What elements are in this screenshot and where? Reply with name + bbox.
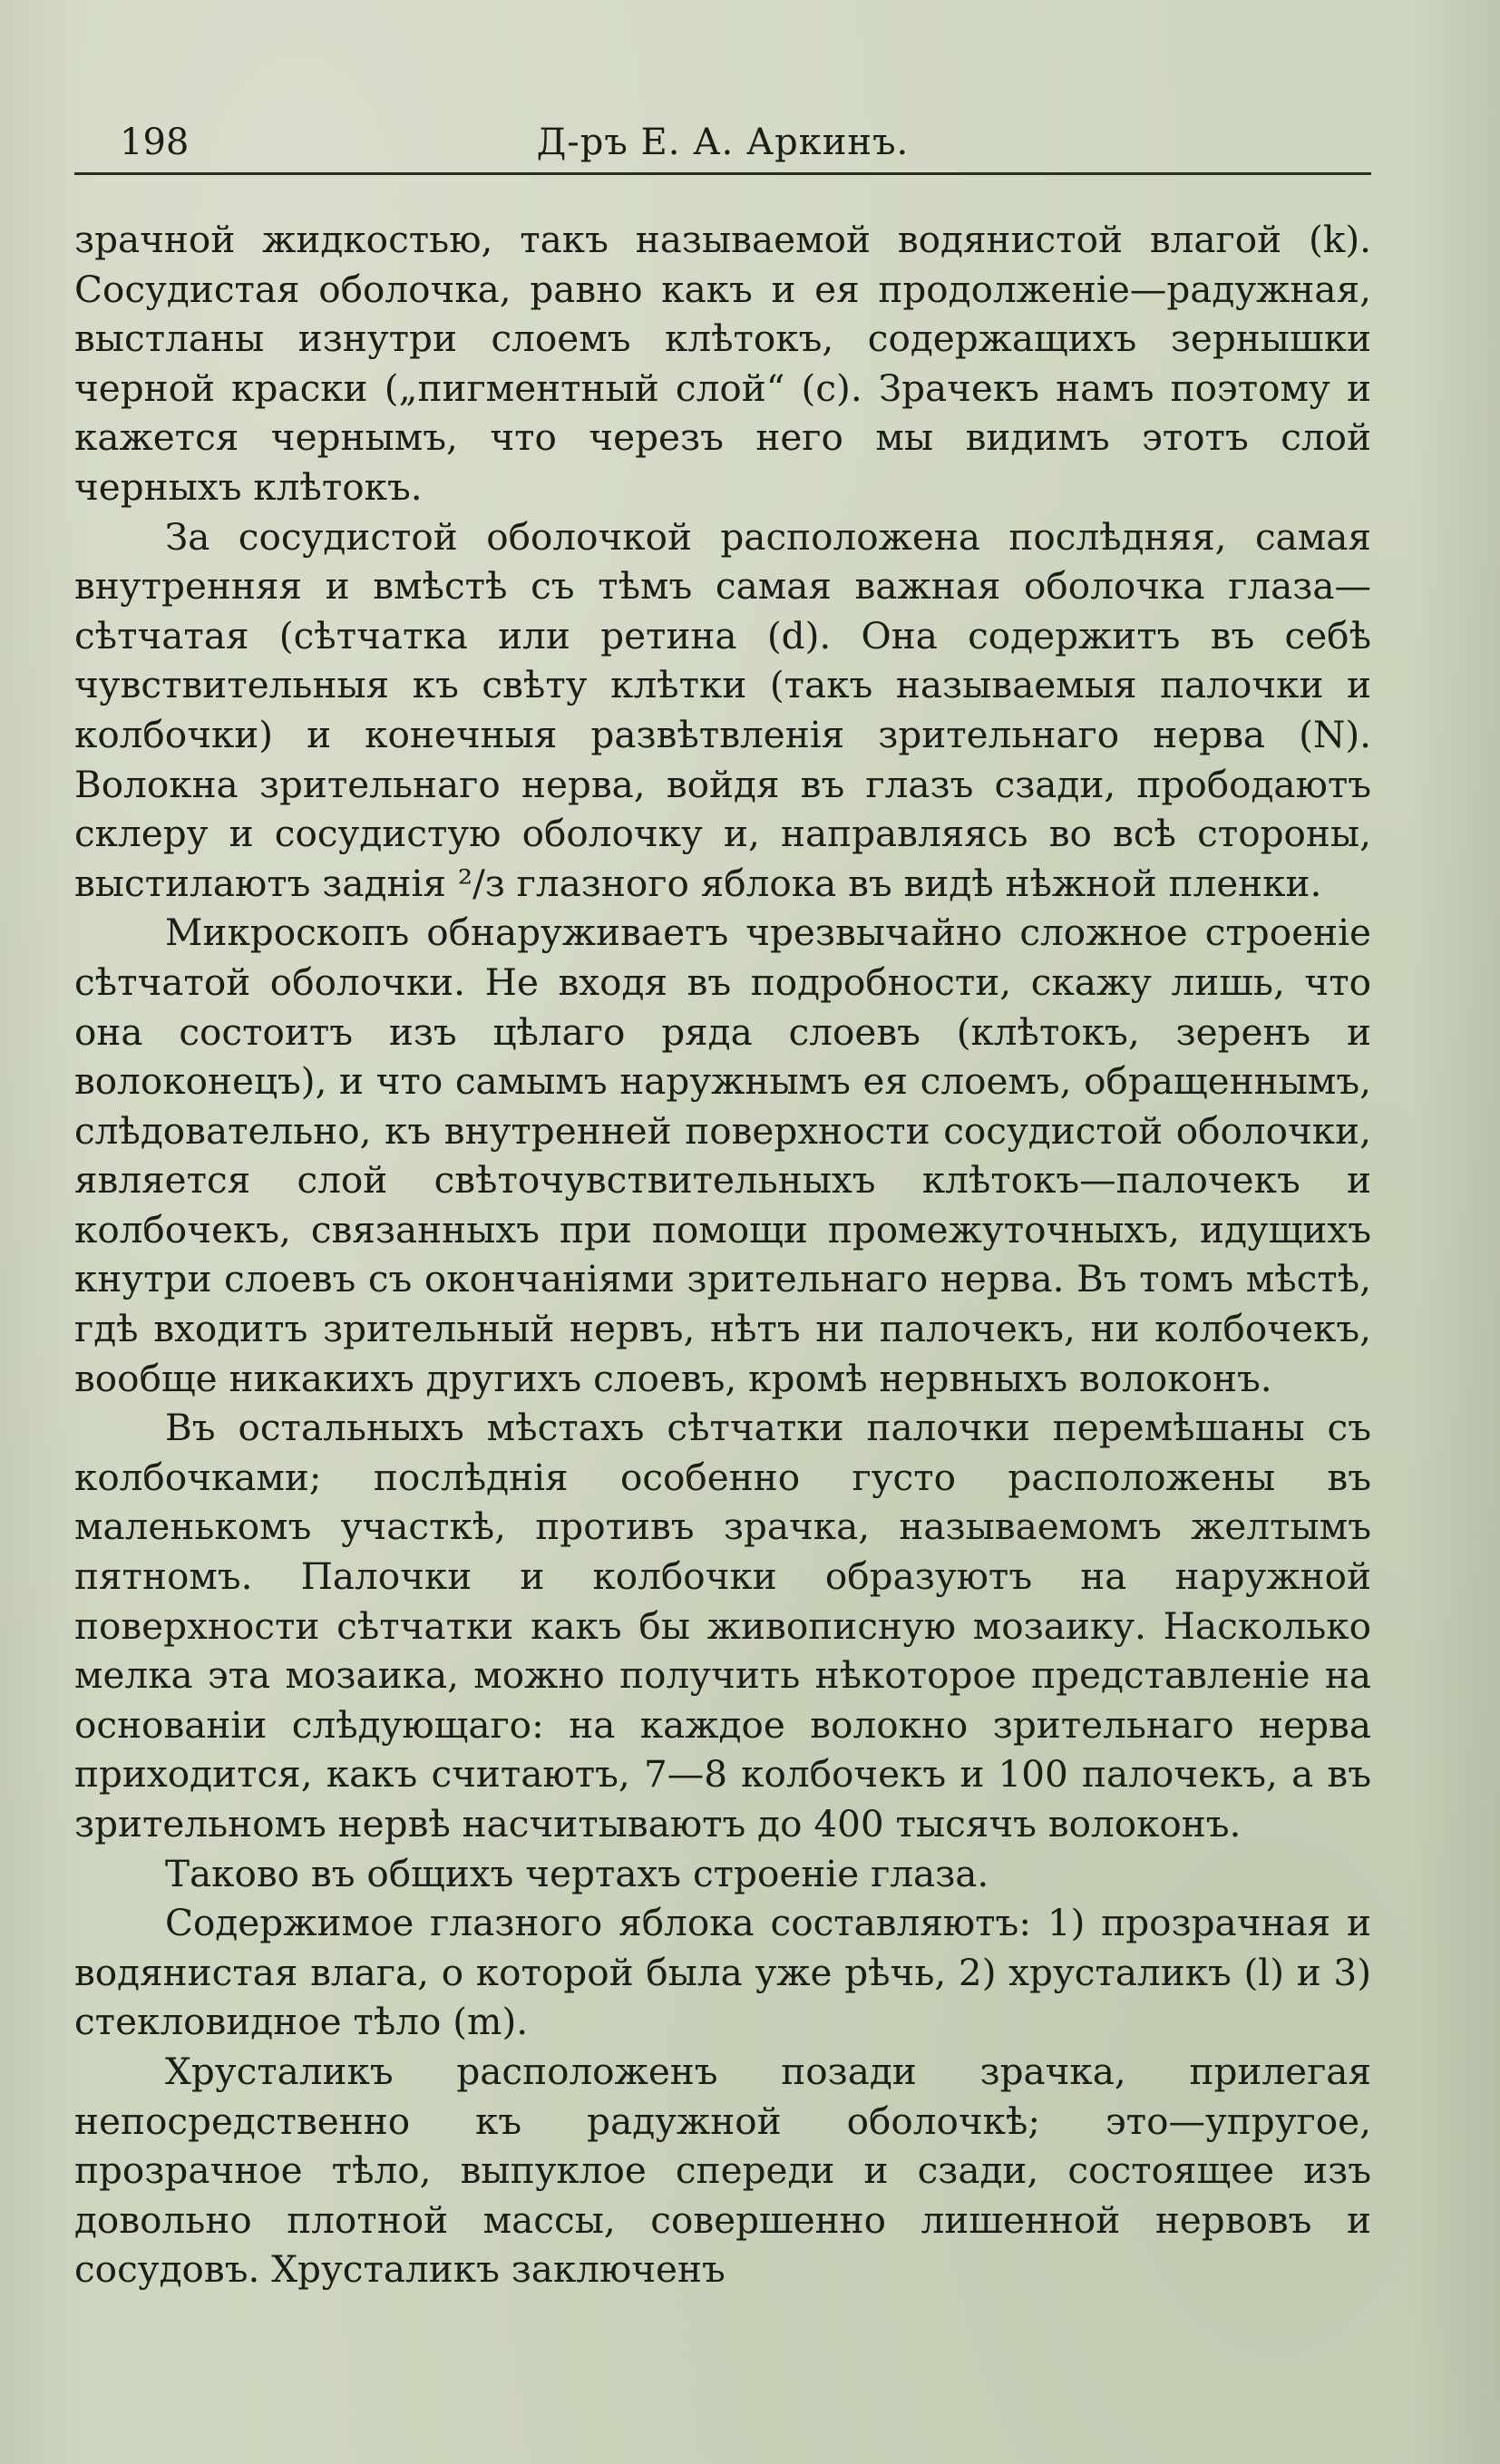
paragraph: Таково въ общихъ чертахъ строеніе глаза. xyxy=(165,1851,989,1895)
paragraph: Микроскопъ обнаруживаетъ чрезвычайно сложное строеніе сѣтчатой оболочки. Не входя въ подробности, скажу лишь, что она состоитъ изъ цѣлаго ряда слоевъ (клѣтокъ, зеренъ и волоконецъ), и что самымъ наружнымъ ея слоемъ, обращеннымъ, слѣдовательно, къ внутренней поверхности сосудистой оболочки, является слой свѣточувствительныхъ клѣтокъ—палочекъ и колбочекъ, связанныхъ при помощи промежуточныхъ, идущихъ кнутри слоевъ съ окончаніями зрительнаго нерва. Въ томъ мѣстѣ, гдѣ входитъ зрительный нервъ, нѣтъ ни палочекъ, ни колбочекъ, вообще никакихъ другихъ слоевъ, кромѣ нервныхъ волоконъ. xyxy=(74,911,1371,1400)
paragraph: Хрусталикъ расположенъ позади зрачка, прилегая непосредственно къ радужной оболочкѣ; это—упругое, прозрачное тѣло, выпуклое спереди и сзади, состоящее изъ довольно плотной массы, совершенно лишенной нервовъ и сосудовъ. Хрусталикъ заключенъ xyxy=(74,2049,1371,2292)
body-text xyxy=(74,215,1371,2294)
book-page xyxy=(74,107,1371,2294)
running-title: Д-ръ Е. А. Аркинъ. xyxy=(536,122,910,163)
page-number: 198 xyxy=(120,122,190,163)
paragraph: зрачной жидкостью, такъ называемой водянистой влагой (k). Сосудистая оболочка, равно какъ и ея продолженіе—радужная, выстланы изнутри слоемъ клѣтокъ, содержащихъ зернышки черной краски („пигментный слой“ (c). Зрачекъ намъ поэтому и кажется чернымъ, что черезъ него мы видимъ этотъ слой черныхъ клѣтокъ. xyxy=(74,218,1371,509)
paragraph: Въ остальныхъ мѣстахъ сѣтчатки палочки перемѣшаны съ колбочками; послѣднія особенно густо расположены въ маленькомъ участкѣ, противъ зрачка, называемомъ желтымъ пятномъ. Палочки и колбочки образуютъ на наружной поверхности сѣтчатки какъ бы живописную мозаику. Насколько мелка эта мозаика, можно получить нѣкоторое представленіе на основаніи слѣдующаго: на каждое волокно зрительнаго нерва приходится, какъ считаютъ, 7—8 колбочекъ и 100 палочекъ, а въ зрительномъ нервѣ насчитываютъ до 400 тысячъ волоконъ. xyxy=(74,1406,1371,1846)
paragraph: Содержимое глазного яблока составляютъ: 1) прозрачная и водянистая влага, о которой была уже рѣчь, 2) хрусталикъ (l) и 3) стекловидное тѣло (m). xyxy=(74,1901,1371,2044)
paragraph: За сосудистой оболочкой расположена послѣдняя, самая внутренняя и вмѣстѣ съ тѣмъ самая важная оболочка глаза—сѣтчатая (сѣтчатка или ретина (d). Она содержитъ въ себѣ чувствительныя къ свѣту клѣтки (такъ называемыя палочки и колбочки) и конечныя развѣтвленія зрительнаго нерва (N). Волокна зрительнаго нерва, войдя въ глазъ сзади, прободаютъ склеру и сосудистую оболочку и, направляясь во всѣ стороны, выстилаютъ заднія ²/з глазного яблока въ видѣ нѣжной пленки. xyxy=(74,514,1371,905)
running-head xyxy=(74,107,1371,175)
